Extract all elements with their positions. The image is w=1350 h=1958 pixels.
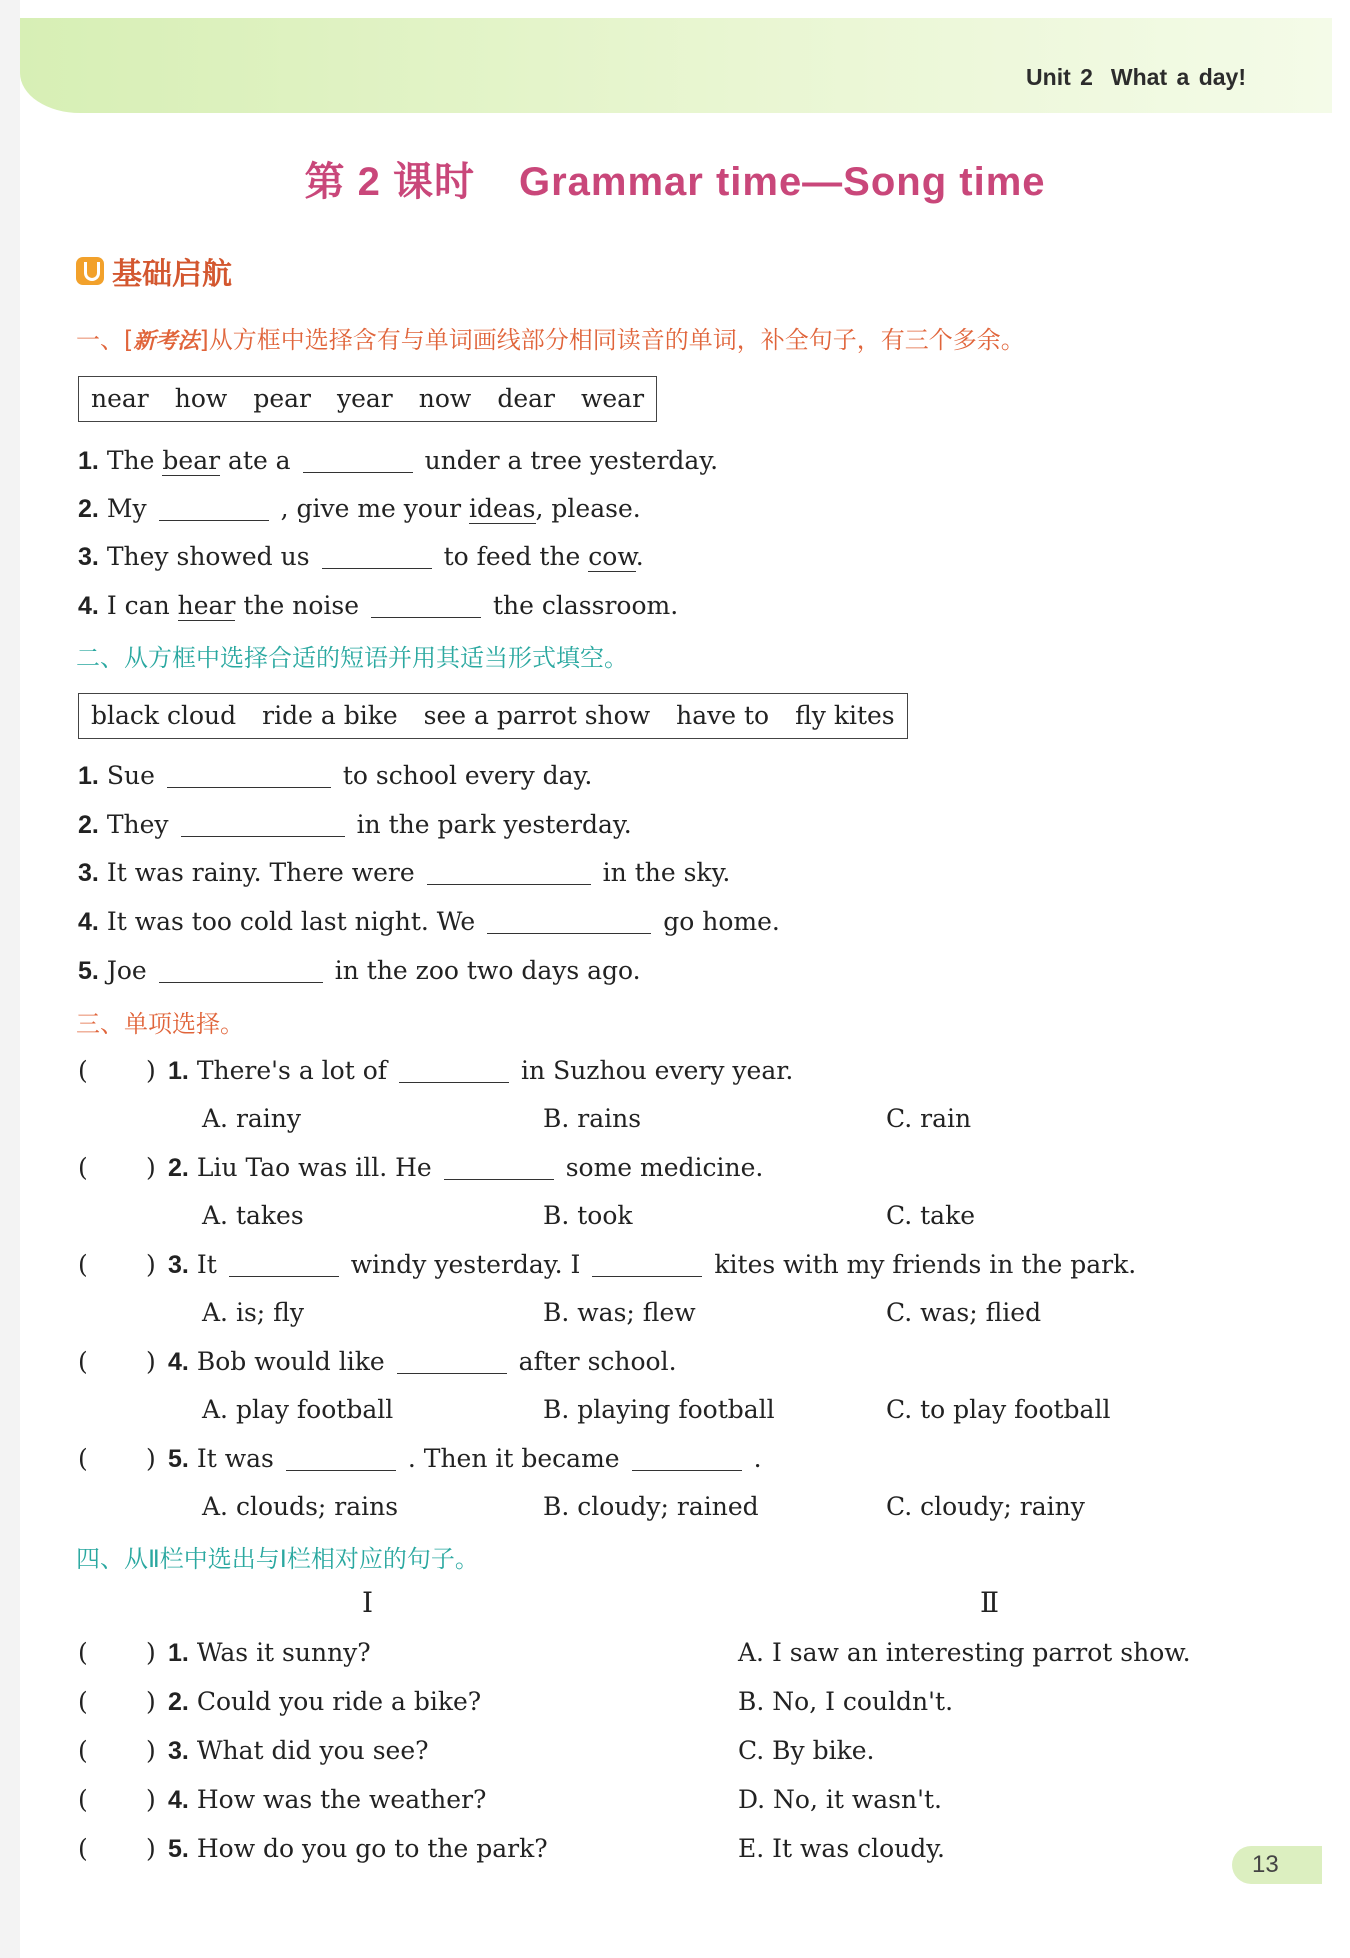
word-box-item: near [91, 384, 149, 413]
answer-bracket[interactable]: ( ) [78, 1736, 156, 1765]
answer-bracket[interactable]: ( ) [78, 1444, 156, 1473]
item-text: It [196, 1250, 217, 1279]
answer-bracket[interactable]: ( ) [78, 1153, 156, 1182]
item-number: 2. [78, 495, 99, 523]
task2-item [78, 761, 592, 791]
item-text: in Suzhou every year. [521, 1056, 794, 1085]
item-number: 1. [78, 447, 99, 475]
task4-title: 四、从Ⅱ栏中选出与Ⅰ栏相对应的句子。 [76, 1545, 479, 1573]
item-number: 4. [168, 1348, 189, 1376]
unit-title: What a day! [1110, 64, 1246, 90]
unit-number: Unit 2 [1026, 64, 1093, 90]
match-answer: A. I saw an interesting parrot show. [738, 1638, 1191, 1667]
answer-bracket[interactable]: ( ) [78, 1638, 156, 1667]
item-number: 3. [78, 543, 99, 571]
task1-item [78, 446, 718, 476]
anchor-icon [76, 257, 104, 285]
item-number: 1. [168, 1639, 189, 1667]
answer-blank[interactable] [427, 859, 591, 885]
item-text: in the sky. [602, 858, 731, 887]
option-a[interactable]: A. rainy [202, 1104, 302, 1133]
answer-bracket[interactable]: ( ) [78, 1785, 156, 1814]
answer-bracket[interactable]: ( ) [78, 1056, 156, 1085]
task1-title [76, 320, 1025, 355]
match-answer: D. No, it wasn't. [738, 1785, 942, 1814]
option-b[interactable]: B. cloudy; rained [543, 1492, 759, 1521]
item-text: I can [106, 591, 178, 620]
item-text: to feed the [443, 542, 589, 571]
task2-item [78, 907, 780, 937]
item-text: My [106, 494, 147, 523]
item-text: . Then it became [407, 1444, 620, 1473]
option-c[interactable]: C. take [886, 1201, 976, 1230]
answer-bracket[interactable]: ( ) [78, 1834, 156, 1863]
match-answer: C. By bike. [738, 1736, 875, 1765]
underlined-word: hear [177, 591, 236, 620]
mc-question [168, 1347, 677, 1377]
item-number: 1. [78, 762, 99, 790]
match-question [168, 1785, 486, 1815]
item-number: 2. [168, 1688, 189, 1716]
answer-blank[interactable] [181, 811, 345, 837]
answer-blank[interactable] [286, 1445, 396, 1471]
word-box-item: now [418, 384, 472, 413]
underlined-word: ideas [468, 494, 536, 523]
word-box-item: year [336, 384, 393, 413]
phrase-box-item: fly kites [795, 701, 895, 730]
item-text: There's a lot of [196, 1056, 388, 1085]
item-text: Joe [106, 956, 147, 985]
answer-blank[interactable] [167, 762, 331, 788]
match-answer: B. No, I couldn't. [738, 1687, 954, 1716]
underlined-word: bear [162, 446, 221, 475]
option-c[interactable]: C. to play football [886, 1395, 1111, 1424]
answer-blank[interactable] [399, 1057, 509, 1083]
option-c[interactable]: C. rain [886, 1104, 972, 1133]
answer-bracket[interactable]: ( ) [78, 1687, 156, 1716]
item-text: They [106, 810, 169, 839]
item-text: some medicine. [565, 1153, 764, 1182]
option-b[interactable]: B. playing football [543, 1395, 775, 1424]
match-question [168, 1834, 548, 1864]
item-text: Could you ride a bike? [196, 1687, 482, 1716]
item-text: Liu Tao was ill. He [196, 1153, 432, 1182]
column-one-heading: Ⅰ [362, 1586, 374, 1619]
item-text: under a tree yesterday. [424, 446, 719, 475]
option-c[interactable]: C. cloudy; rainy [886, 1492, 1085, 1521]
item-number: 5. [168, 1835, 189, 1863]
section-label: 基础启航 [112, 257, 232, 292]
task1-item [78, 494, 641, 524]
page-number: 13 [1232, 1846, 1322, 1884]
word-box-item: dear [497, 384, 555, 413]
mc-question [168, 1444, 762, 1474]
option-b[interactable]: B. was; flew [543, 1298, 696, 1327]
item-text: in the park yesterday. [356, 810, 632, 839]
task2-item [78, 858, 730, 888]
option-a[interactable]: A. is; fly [202, 1298, 304, 1327]
item-number: 2. [78, 811, 99, 839]
answer-blank[interactable] [159, 495, 269, 521]
item-text: . [753, 1444, 762, 1473]
phrase-box [78, 693, 908, 739]
lesson-number: 第 2 课时 [304, 160, 475, 204]
item-text: What did you see? [196, 1736, 429, 1765]
task1-item [78, 542, 644, 572]
answer-blank[interactable] [229, 1251, 339, 1277]
match-question [168, 1638, 371, 1668]
option-b[interactable]: B. rains [543, 1104, 642, 1133]
task1-prefix: 一、[ [76, 326, 134, 354]
match-question [168, 1687, 481, 1717]
mc-question [168, 1056, 793, 1086]
item-number: 5. [168, 1445, 189, 1473]
answer-blank[interactable] [487, 908, 651, 934]
word-box [78, 376, 657, 422]
lesson-title [0, 150, 1350, 207]
page-edge [0, 0, 20, 1958]
answer-blank[interactable] [322, 543, 432, 569]
item-text: to school every day. [342, 761, 593, 790]
item-number: 5. [78, 957, 99, 985]
option-b[interactable]: B. took [543, 1201, 633, 1230]
task1-text: ]从方框中选择含有与单词画线部分相同读音的单词，补全句子，有三个多余。 [199, 326, 1025, 354]
item-text: go home. [663, 907, 780, 936]
column-two-heading: Ⅱ [980, 1586, 1000, 1619]
item-text: the noise [235, 591, 360, 620]
task2-title: 二、从方框中选择合适的短语并用其适当形式填空。 [76, 644, 628, 672]
item-text: the classroom. [493, 591, 679, 620]
item-text: The [106, 446, 163, 475]
item-text: , please. [535, 494, 641, 523]
answer-blank[interactable] [592, 1251, 702, 1277]
option-a[interactable]: A. clouds; rains [202, 1492, 399, 1521]
answer-blank[interactable] [397, 1348, 507, 1374]
item-text: . [635, 542, 644, 571]
item-text: Bob would like [196, 1347, 385, 1376]
item-text: They showed us [106, 542, 310, 571]
option-c[interactable]: C. was; flied [886, 1298, 1042, 1327]
option-a[interactable]: A. play football [202, 1395, 394, 1424]
item-text: ate a [220, 446, 291, 475]
answer-blank[interactable] [159, 957, 323, 983]
match-answer: E. It was cloudy. [738, 1834, 945, 1863]
item-text: How was the weather? [196, 1785, 487, 1814]
phrase-box-item: have to [676, 701, 770, 730]
item-text: Was it sunny? [196, 1638, 371, 1667]
item-number: 1. [168, 1057, 189, 1085]
item-number: 3. [168, 1251, 189, 1279]
item-number: 3. [168, 1737, 189, 1765]
answer-blank[interactable] [632, 1445, 742, 1471]
answer-bracket[interactable]: ( ) [78, 1250, 156, 1279]
word-box-item: wear [580, 384, 645, 413]
item-text: It was too cold last night. We [106, 907, 476, 936]
item-number: 3. [78, 859, 99, 887]
task3-title: 三、单项选择。 [76, 1010, 244, 1038]
item-text: in the zoo two days ago. [334, 956, 641, 985]
answer-blank[interactable] [371, 592, 481, 618]
answer-bracket[interactable]: ( ) [78, 1347, 156, 1376]
item-number: 4. [168, 1786, 189, 1814]
task1-tag: 新考法 [133, 328, 200, 354]
word-box-item: how [174, 384, 228, 413]
item-number: 2. [168, 1154, 189, 1182]
option-a[interactable]: A. takes [202, 1201, 304, 1230]
item-text: Sue [106, 761, 155, 790]
word-box-item: pear [253, 384, 311, 413]
unit-header [1026, 64, 1246, 91]
item-text: It was rainy. There were [106, 858, 415, 887]
phrase-box-item: black cloud [91, 701, 237, 730]
item-text: , give me your [280, 494, 469, 523]
task2-item [78, 956, 641, 986]
item-text: kites with my friends in the park. [714, 1250, 1137, 1279]
task2-item [78, 810, 632, 840]
item-text: How do you go to the park? [196, 1834, 548, 1863]
phrase-box-item: see a parrot show [423, 701, 651, 730]
underlined-word: cow [588, 542, 636, 571]
lesson-name: Grammar time—Song time [518, 160, 1046, 204]
phrase-box-item: ride a bike [262, 701, 398, 730]
answer-blank[interactable] [303, 447, 413, 473]
item-text: after school. [518, 1347, 677, 1376]
match-question [168, 1736, 429, 1766]
task1-item [78, 591, 678, 621]
section-heading [76, 249, 232, 293]
item-text: It was [196, 1444, 274, 1473]
item-text: windy yesterday. I [350, 1250, 581, 1279]
mc-question [168, 1153, 763, 1183]
item-number: 4. [78, 908, 99, 936]
answer-blank[interactable] [444, 1154, 554, 1180]
item-number: 4. [78, 592, 99, 620]
mc-question [168, 1250, 1136, 1280]
